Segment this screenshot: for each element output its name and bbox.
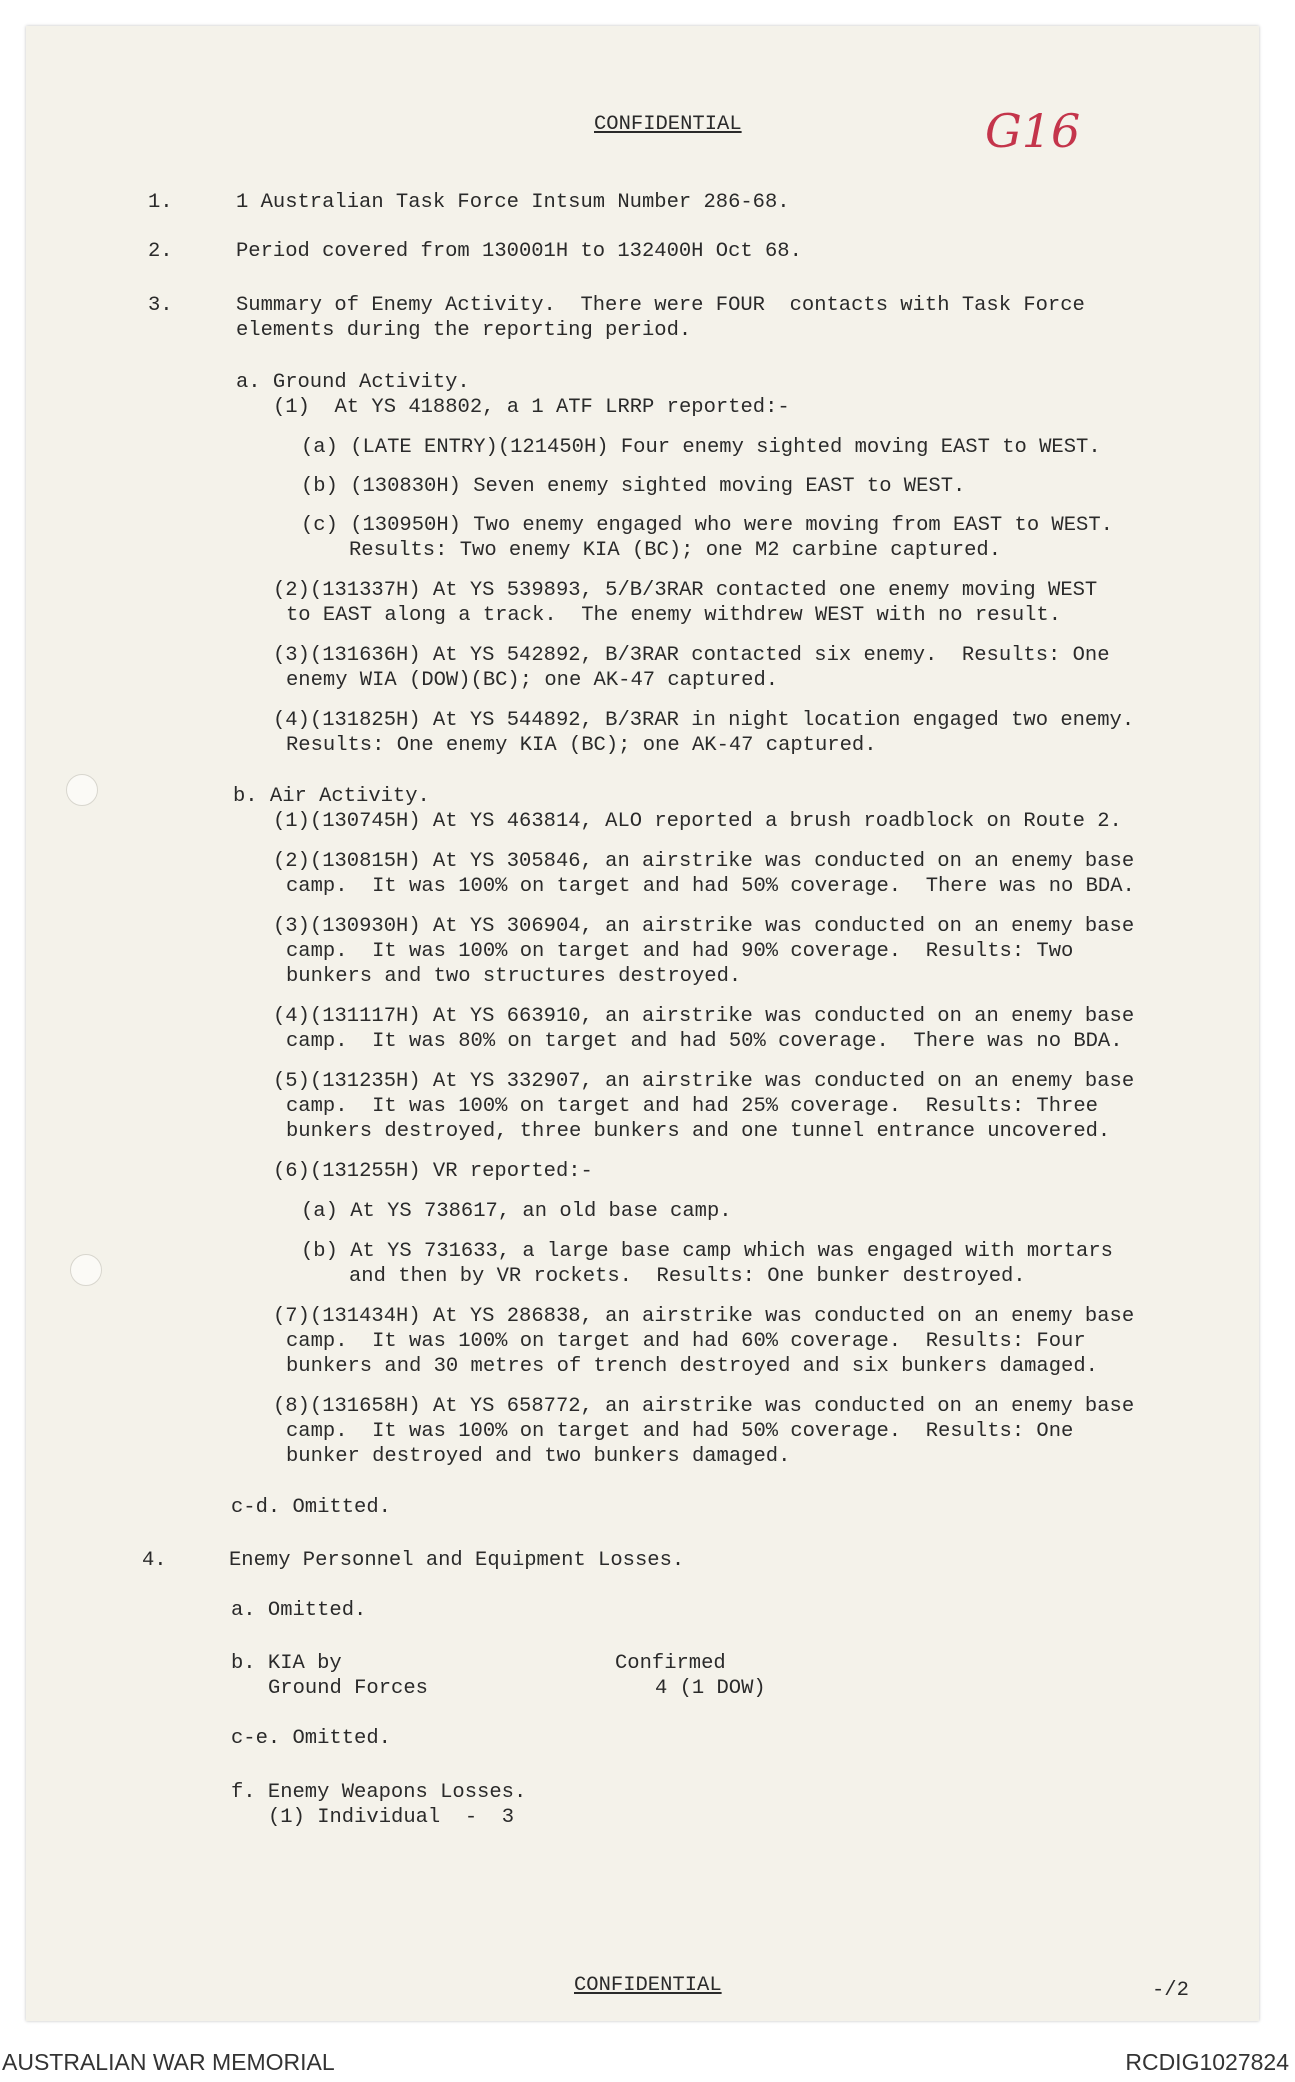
summary-line: elements during the reporting period. [236,319,692,342]
classification-footer: CONFIDENTIAL [574,1974,722,1997]
archive-id: RCDIG1027824 [1125,2049,1289,2075]
air-activity-line: bunker destroyed and two bunkers damaged. [286,1445,791,1468]
losses-line: (1) Individual - 3 [268,1806,515,1829]
ground-activity-line: Results: One enemy KIA (BC); one AK-47 captured. [286,734,877,757]
period-covered: Period covered from 130001H to 132400H Oct 68. [236,240,802,263]
air-activity-line: camp. It was 100% on target and had 90% coverage. Results: Two [286,940,1074,963]
ground-activity-line: enemy WIA (DOW)(BC); one AK-47 captured. [286,669,779,692]
air-activity-line: (b) At YS 731633, a large base camp which was engaged with mortars [301,1240,1113,1263]
ground-activity-line: Results: Two enemy KIA (BC); one M2 carbine captured. [349,539,1002,562]
intsum-title: 1 Australian Task Force Intsum Number 286-68. [236,191,790,214]
air-activity-line: and then by VR rockets. Results: One bunker destroyed. [349,1265,1026,1288]
air-activity-line: camp. It was 100% on target and had 50% coverage. There was no BDA. [286,875,1135,898]
ground-activity-line: (4)(131825H) At YS 544892, B/3RAR in night location engaged two enemy. [273,709,1135,732]
air-activity-line: (6)(131255H) VR reported:- [273,1160,593,1183]
air-activity-line: bunkers destroyed, three bunkers and one tunnel entrance uncovered. [286,1120,1111,1143]
air-activity-line: (2)(130815H) At YS 305846, an airstrike was conducted on an enemy base [273,850,1135,873]
punch-hole-top [66,774,98,806]
losses-line: Ground Forces [268,1677,428,1700]
air-activity-line: (7)(131434H) At YS 286838, an airstrike was conducted on an enemy base [273,1305,1135,1328]
ground-activity-line: (2)(131337H) At YS 539893, 5/B/3RAR contacted one enemy moving WEST [273,579,1098,602]
air-activity-line: (a) At YS 738617, an old base camp. [301,1200,732,1223]
punch-hole-bottom [70,1254,102,1286]
air-activity-line: (1)(130745H) At YS 463814, ALO reported a brush roadblock on Route 2. [273,810,1122,833]
archive-credit: AUSTRALIAN WAR MEMORIAL [2,2049,335,2075]
losses-line: c-e. Omitted. [231,1727,391,1750]
ground-activity-line: (3)(131636H) At YS 542892, B/3RAR contacted six enemy. Results: One [273,644,1110,667]
air-activity-line: camp. It was 100% on target and had 60% coverage. Results: Four [286,1330,1086,1353]
confirmed-label: Confirmed [615,1652,726,1675]
ground-activity-line: (a) (LATE ENTRY)(121450H) Four enemy sighted moving EAST to WEST. [301,436,1101,459]
air-activity-line: (8)(131658H) At YS 658772, an airstrike was conducted on an enemy base [273,1395,1135,1418]
ground-activity-line: to EAST along a track. The enemy withdrew WEST with no result. [286,604,1062,627]
classification-header: CONFIDENTIAL [594,113,742,136]
losses-line: b. KIA by [231,1652,342,1675]
handwritten-reference: G16 [985,104,1081,158]
ground-activity-line: (b) (130830H) Seven enemy sighted moving EAST to WEST. [301,475,966,498]
losses-heading: Enemy Personnel and Equipment Losses. [229,1549,685,1572]
omitted-c-d: c-d. Omitted. [231,1496,391,1519]
ground-activity-line: (c) (130950H) Two enemy engaged who were moving from EAST to WEST. [301,514,1113,537]
confirmed-value: 4 (1 DOW) [655,1677,766,1700]
air-activity-line: (4)(131117H) At YS 663910, an airstrike was conducted on an enemy base [273,1005,1135,1028]
air-activity-line: (3)(130930H) At YS 306904, an airstrike was conducted on an enemy base [273,915,1135,938]
air-activity-line: bunkers and two structures destroyed. [286,965,742,988]
subheading-ground-activity: a. Ground Activity. [236,371,470,394]
subheading-air-activity: b. Air Activity. [233,785,430,808]
para-number-4: 4. [142,1549,167,1572]
air-activity-line: (5)(131235H) At YS 332907, an airstrike was conducted on an enemy base [273,1070,1135,1093]
air-activity-line: camp. It was 80% on target and had 50% coverage. There was no BDA. [286,1030,1123,1053]
summary-line: Summary of Enemy Activity. There were FOUR contacts with Task Force [236,294,1085,317]
losses-line: a. Omitted. [231,1599,367,1622]
para-number-2: 2. [148,240,173,263]
air-activity-line: camp. It was 100% on target and had 50% coverage. Results: One [286,1420,1074,1443]
air-activity-line: camp. It was 100% on target and had 25% coverage. Results: Three [286,1095,1098,1118]
air-activity-line: bunkers and 30 metres of trench destroyed and six bunkers damaged. [286,1355,1098,1378]
losses-line: f. Enemy Weapons Losses. [231,1781,527,1804]
para-number-3: 3. [148,294,173,317]
continuation-marker: -/2 [1152,1979,1189,2002]
para-number-1: 1. [148,191,173,214]
ground-activity-line: (1) At YS 418802, a 1 ATF LRRP reported:- [273,396,790,419]
